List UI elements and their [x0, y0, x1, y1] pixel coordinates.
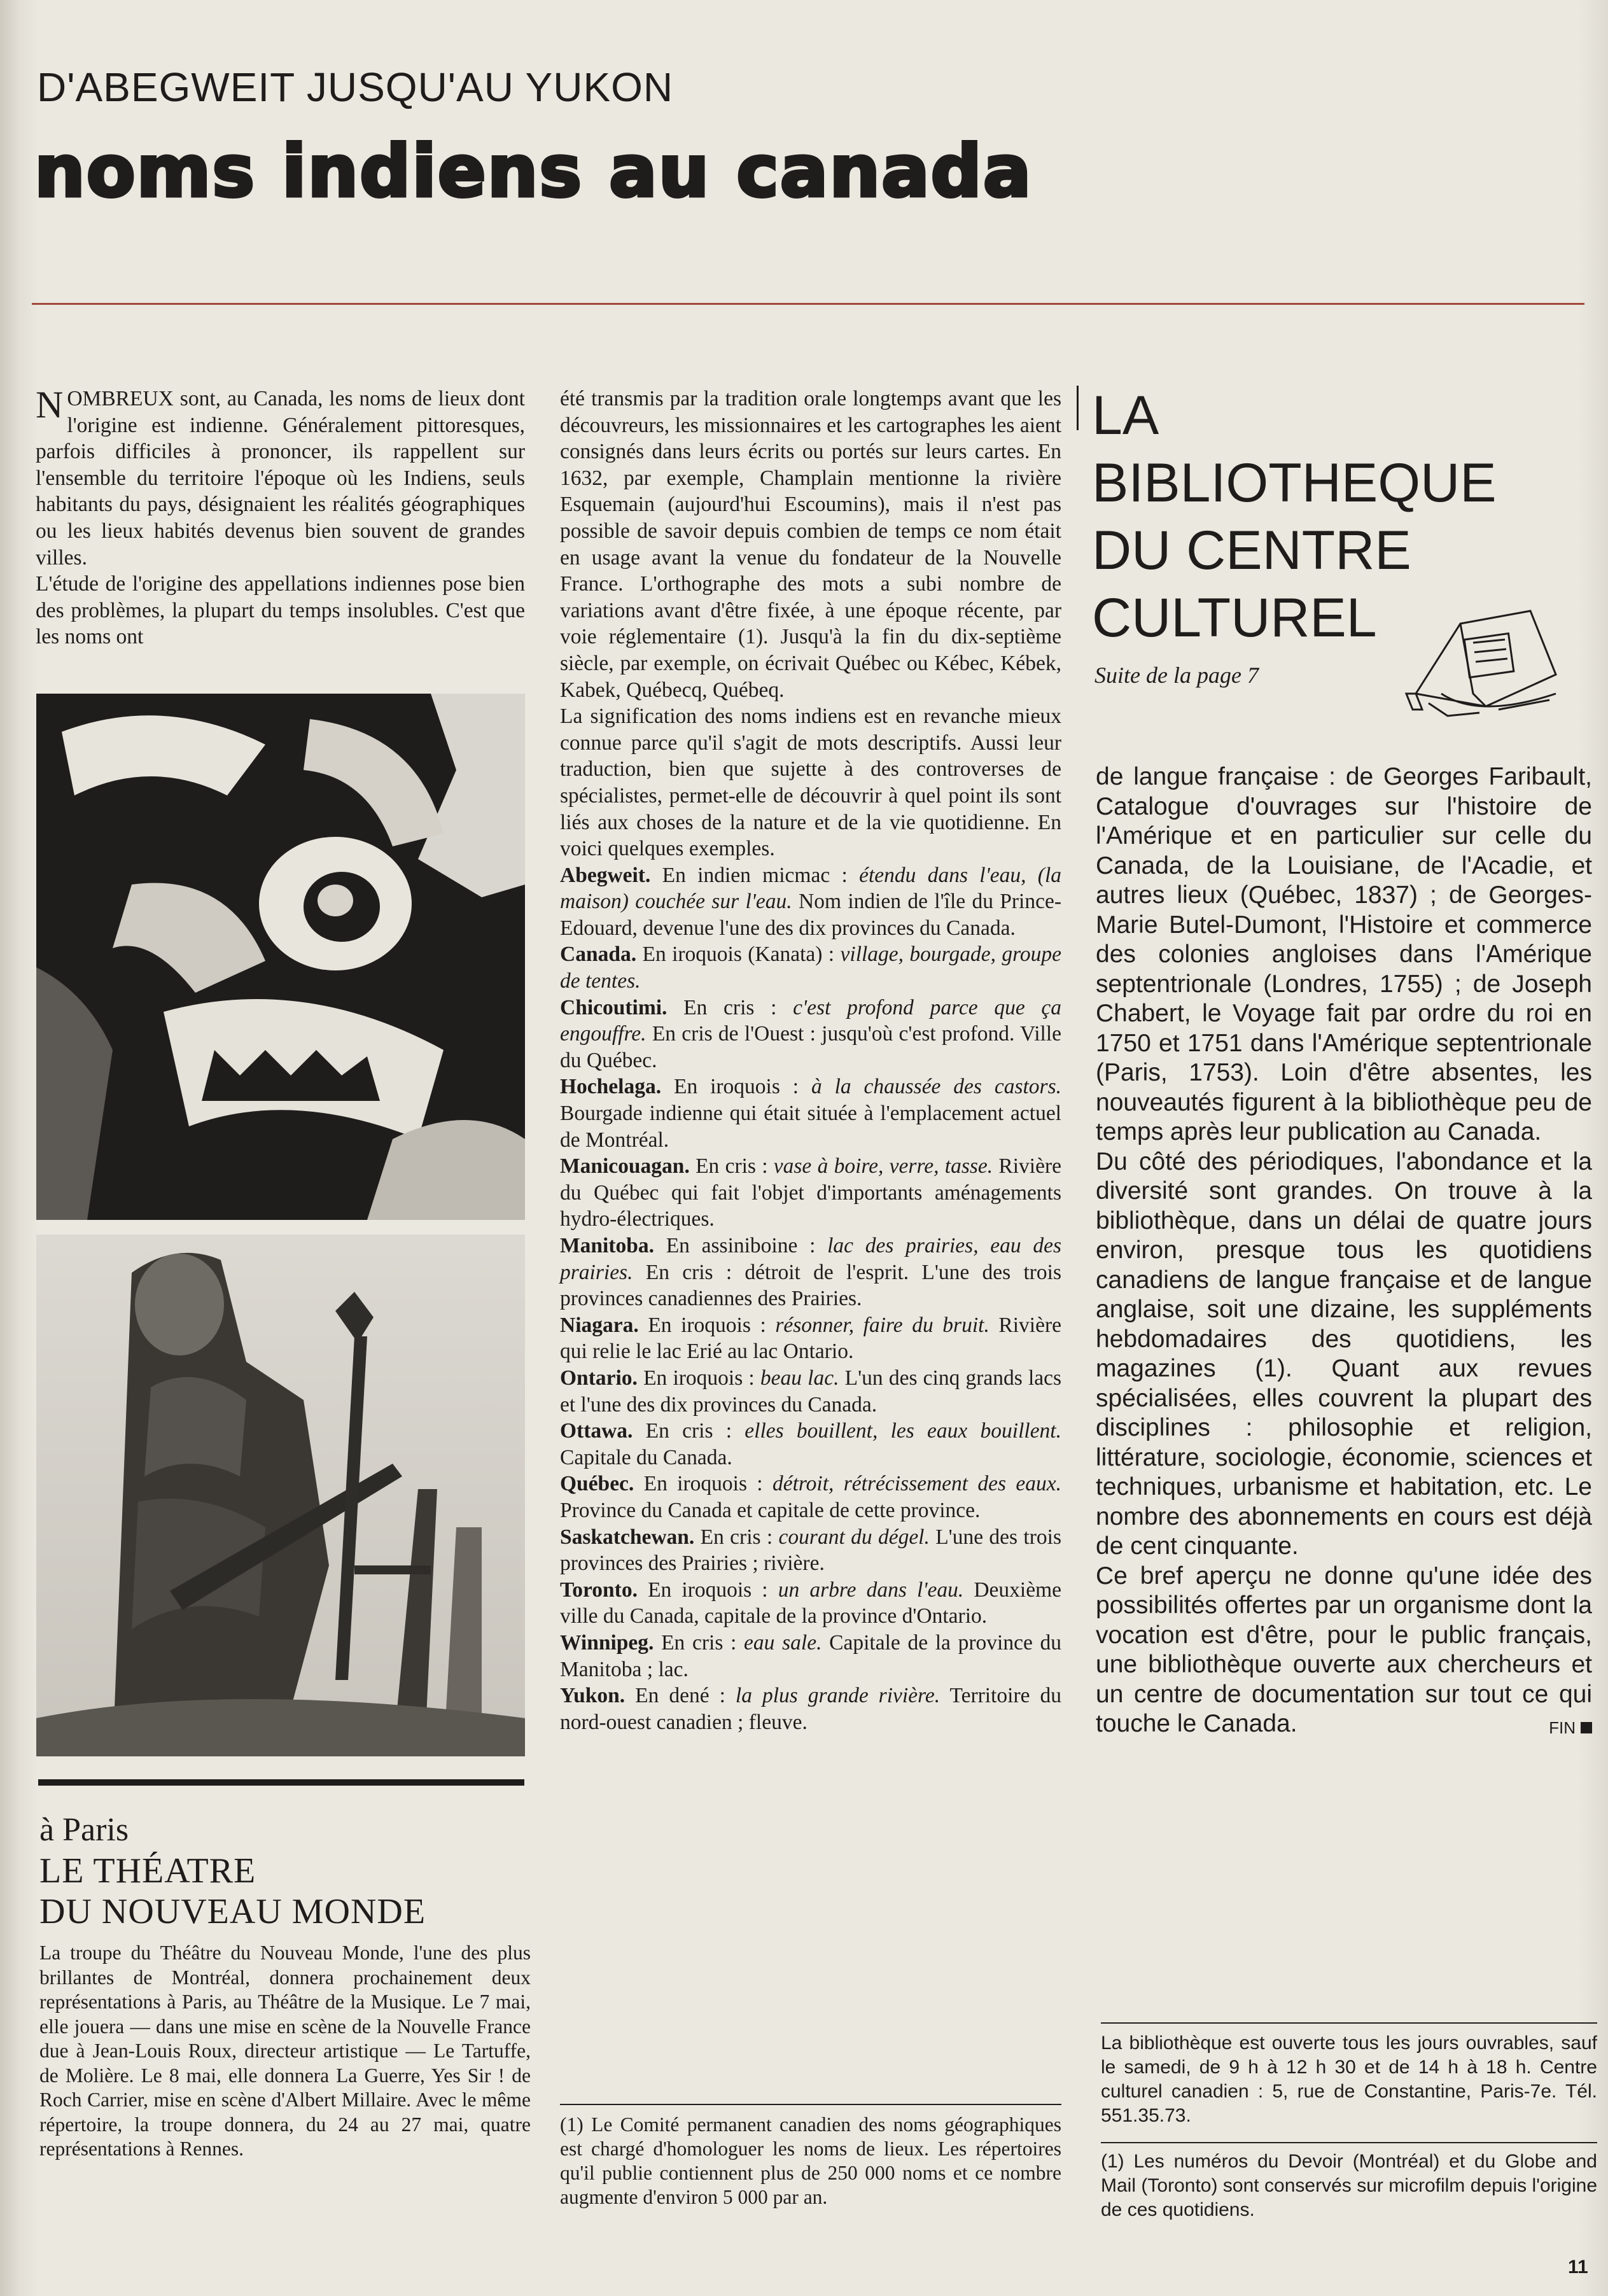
place-name-entry [560, 1524, 1061, 1577]
theatre-title [39, 1851, 426, 1932]
place-name-entry [560, 1683, 1061, 1735]
column-3-rule [1077, 386, 1079, 430]
place-name-entry [560, 862, 1061, 942]
place-meaning: étendu dans l'eau, (la maison) couchée sur l'eau. [560, 863, 1061, 914]
place-language: En cris : [661, 1630, 737, 1655]
place-meaning: courant du dégel. [778, 1525, 930, 1549]
library-footnote: (1) Les numéros du Devoir (Montréal) et du Globe and Mail (Toronto) sont conservés sur microfilm depuis l'origine de ces quotidiens. [1101, 2142, 1597, 2222]
theatre-body: La troupe du Théâtre du Nouveau Monde, l'une des plus brillantes de Montréal, donnera prochainement deux représentations à Paris, au Théâtre de la Musique. Le 7 mai, elle jouera — dans une mise en scène de la Nouvelle France due à Jean-Louis Roux, directeur artistique — Le Tartuffe, de Molière. Le 8 mai, elle donnera La Guerre, Yes Sir ! de Roch Carrier, mise en scène d'Albert Millaire. Avec le même répertoire, la troupe donnera, du 24 au 27 mai, quatre représentations à Rennes. [39, 1942, 531, 2160]
theatre-kicker: à Paris [39, 1812, 129, 1848]
place-language: En iroquois : [648, 1313, 766, 1337]
place-name: Ontario. [560, 1366, 638, 1390]
place-language: En cris : [645, 1419, 732, 1443]
intro-paragraph-2: L'étude de l'origine des appellations indiennes pose bien des problèmes, la plupart du temps insolubles. C'est que les noms ont [36, 572, 525, 649]
end-mark [1549, 1713, 1592, 1743]
place-note: Nom indien de l'île du Prince-Edouard, devenue l'une des dix provinces du Canada. [560, 890, 1062, 940]
place-note: Province du Canada et capitale de cette province. [560, 1498, 981, 1522]
column-2-text [560, 386, 1061, 1735]
place-meaning: détroit, rétrécissement des eaux. [772, 1472, 1062, 1496]
place-language: En assiniboine : [666, 1234, 816, 1257]
place-note: En cris de l'Ouest : jusqu'où c'est profond. Ville du Québec. [560, 1022, 1062, 1072]
meaning-paragraph: La signification des noms indiens est en revanche mieux connue parce qu'il s'agit de mots descriptifs. Aussi leur traduction, bien que sujette à des controverses de spécialistes, permet-elle de découvrir à quel point ils sont liés aux choses de la nature et de la vie quotidienne. En voici quelques exemples. [560, 704, 1061, 861]
place-language: En cris : [683, 995, 777, 1019]
header-rule [32, 303, 1584, 305]
drop-cap: N [36, 384, 64, 426]
place-meaning: c'est profond parce que ça engouffre. [560, 995, 1062, 1046]
page-number: 11 [1568, 2257, 1588, 2278]
library-heading-line-1: LA [1092, 385, 1159, 446]
place-language: En dené : [635, 1684, 725, 1708]
library-paragraph-3-text: Ce bref aperçu ne donne qu'une idée des possibilités offertes par un organisme dont la vocation est d'être, pour le public français, une bibliothèque ouverte aux chercheurs et un centre de documentation sur tout ce qui touche le Canada. [1096, 1562, 1592, 1737]
place-meaning: vase à boire, verre, tasse. [773, 1154, 993, 1179]
library-heading-line-4: CULTUREL [1092, 587, 1377, 648]
place-language: En indien micmac : [662, 863, 848, 887]
place-name: Chicoutimi. [560, 995, 668, 1019]
place-note: Rivière qui relie le lac Erié au lac Ontario. [560, 1313, 1061, 1364]
place-name: Yukon. [560, 1684, 626, 1708]
place-meaning: la plus grande rivière. [735, 1684, 940, 1708]
place-note: Territoire du nord-ouest canadien ; fleuve. [560, 1684, 1061, 1734]
place-meaning: lac des prairies, eau des prairies. [560, 1234, 1062, 1284]
place-note: Capitale du Canada. [560, 1445, 732, 1469]
end-square-icon [1581, 1722, 1592, 1733]
place-name-entry [560, 1153, 1061, 1233]
place-name-entry [560, 995, 1061, 1074]
place-language: En iroquois : [643, 1366, 755, 1390]
place-name-entry [560, 1630, 1061, 1683]
library-hours-note: La bibliothèque est ouverte tous les jours ouvrables, sauf le samedi, de 9 h à 12 h 30 et de 14 h à 18 h. Centre culturel canadien : 5, rue de Constantine, Paris-7e. Tél. 551.35.73. [1101, 2022, 1597, 2128]
place-language: En iroquois (Kanata) : [642, 942, 835, 967]
place-note: Capitale de la province du Manitoba ; lac. [560, 1630, 1062, 1681]
library-paragraph-3 [1096, 1562, 1592, 1739]
library-heading-line-3: DU CENTRE [1092, 520, 1411, 581]
theatre-title-line-1: LE THÉATRE [39, 1851, 256, 1891]
column-2-footnote: (1) Le Comité permanent canadien des noms géographiques est chargé d'homologuer les noms de lieux. Les répertoires qu'il publie contiennent plus de 250 000 noms et ce nombre augmente d'environ 5 000 par an. [560, 2104, 1061, 2209]
place-name-entry [560, 1074, 1061, 1153]
place-language: En iroquois : [648, 1578, 768, 1602]
theatre-rule [38, 1779, 524, 1786]
place-meaning: un arbre dans l'eau. [778, 1578, 964, 1602]
place-name-entry [560, 1577, 1061, 1630]
end-mark-text: FIN [1549, 1718, 1576, 1737]
place-meaning: résonner, faire du bruit. [775, 1313, 989, 1337]
intro-paragraph [36, 386, 525, 571]
place-name-entry [560, 1418, 1061, 1471]
place-name: Canada. [560, 942, 637, 967]
continued-from-note: Suite de la page 7 [1094, 662, 1259, 688]
article-title: noms indiens au canada [34, 130, 1033, 213]
theatre-title-line-2: DU NOUVEAU MONDE [39, 1892, 426, 1931]
library-heading-line-2: BIBLIOTHEQUE [1092, 452, 1497, 514]
place-note: Bourgade indienne qui était située à l'emplacement actuel de Montréal. [560, 1102, 1061, 1152]
place-meaning: eau sale. [744, 1630, 822, 1655]
library-paragraph-1: de langue française : de Georges Faribault, Catalogue d'ouvrages sur l'histoire de l'Amérique et en particulier sur celle du Canada, de la Louisiane, de l'Acadie, et autres lieux (Québec, 1837) ; de Georges-Marie Butel-Dumont, l'Histoire et commerce des colonies angloises dans l'Amérique septentrionale (Londres, 1755) ; de Joseph Chabert, le Voyage fait par ordre du roi en 1750 et 1751 dans l'Amérique septentrionale (Paris, 1753). Loin d'être absentes, les nouveautés figurent à la bibliothèque peu de temps après leur publication au Canada. [1096, 763, 1592, 1145]
place-note: L'une des trois provinces des Prairies ; rivière. [560, 1525, 1061, 1576]
article-kicker: D'ABEGWEIT JUSQU'AU YUKON [37, 64, 674, 110]
place-note: L'un des cinq grands lacs et l'une des dix provinces du Canada. [560, 1366, 1062, 1417]
place-name-entry [560, 1233, 1061, 1312]
place-language: En cris : [700, 1525, 773, 1549]
place-name: Hochelaga. [560, 1075, 662, 1099]
intro-text: OMBREUX sont, au Canada, les noms de lieux dont l'origine est indienne. Généralement pittoresques, parfois difficiles à prononcer, ils rappellent sur l'ensemble du territoire l'époque où les Indiens, seuls habitants du pays, désignaient les réalités géographiques ou les lieux habités devenus bien souvent de grandes villes. [36, 387, 525, 570]
totem-face-photo [36, 694, 525, 1220]
place-name: Toronto. [560, 1578, 638, 1602]
place-meaning: beau lac. [760, 1366, 839, 1390]
place-meaning: à la chaussée des castors. [811, 1075, 1061, 1099]
place-name-entry [560, 1365, 1061, 1418]
place-name-list [560, 862, 1061, 1736]
place-name: Saskatchewan. [560, 1525, 695, 1549]
place-name: Québec. [560, 1472, 634, 1496]
place-name-entry [560, 1471, 1061, 1523]
history-paragraph: été transmis par la tradition orale longtemps avant que les découvreurs, les missionnaires et les cartographes les aient consignés dans leurs écrits ou portés sur leurs cartes. En 1632, par exemple, Champlain mentionne la rivière Esquemain (aujourd'hui Escoumins), mais il n'est pas possible de savoir depuis combien de temps ce nom était en usage avant la venue du fondateur de la Nouvelle France. L'orthographe des mots a subi nombre de variations avant d'être fixée, à une époque récente, par voie réglementaire (1). Jusqu'à la fin du dix-septième siècle, par exemple, on écrivait Québec ou Kébec, Kébek, Kabek, Québecq, Québeq. [560, 387, 1061, 702]
column-1-text [36, 386, 525, 650]
place-note: Deuxième ville du Canada, capitale de la province d'Ontario. [560, 1578, 1062, 1628]
place-language: En iroquois : [643, 1472, 763, 1496]
book-sketch-icon [1403, 598, 1562, 725]
place-name: Ottawa. [560, 1419, 633, 1443]
carved-pole-photo [36, 1235, 525, 1756]
place-language: En iroquois : [673, 1075, 799, 1099]
place-name: Manicouagan. [560, 1154, 690, 1179]
place-name-entry [560, 1312, 1061, 1365]
place-language: En cris : [696, 1154, 768, 1179]
place-name: Niagara. [560, 1313, 639, 1337]
place-name: Winnipeg. [560, 1630, 654, 1655]
place-name: Abegweit. [560, 863, 651, 887]
place-name-entry [560, 941, 1061, 994]
place-name: Manitoba. [560, 1234, 654, 1257]
place-note: En cris : détroit de l'esprit. L'une des trois provinces canadiennes des Prairies. [560, 1260, 1062, 1311]
place-meaning: village, bourgade, groupe de tentes. [560, 942, 1062, 993]
place-note: Rivière du Québec qui fait l'objet d'importants aménagements hydro-électriques. [560, 1154, 1062, 1231]
column-3-text [1096, 762, 1592, 1743]
library-paragraph-2: Du côté des périodiques, l'abondance et la diversité sont grandes. On trouve à la bibliothèque, dans un délai de quatre jours environ, presque tous les quotidiens canadiens de langue française et de langue anglaise, soit une dizaine, les suppléments hebdomadaires des quotidiens, les magazines (1). Quant aux revues spécialisées, elles couvrent la plupart des disciplines : philosophie et religion, littérature, sociologie, économie, sciences et techniques, urbanisme et habitation, etc. Le nombre des abonnements en cours est déjà de cent cinquante. [1096, 1147, 1592, 1560]
place-meaning: elles bouillent, les eaux bouillent. [745, 1419, 1061, 1443]
